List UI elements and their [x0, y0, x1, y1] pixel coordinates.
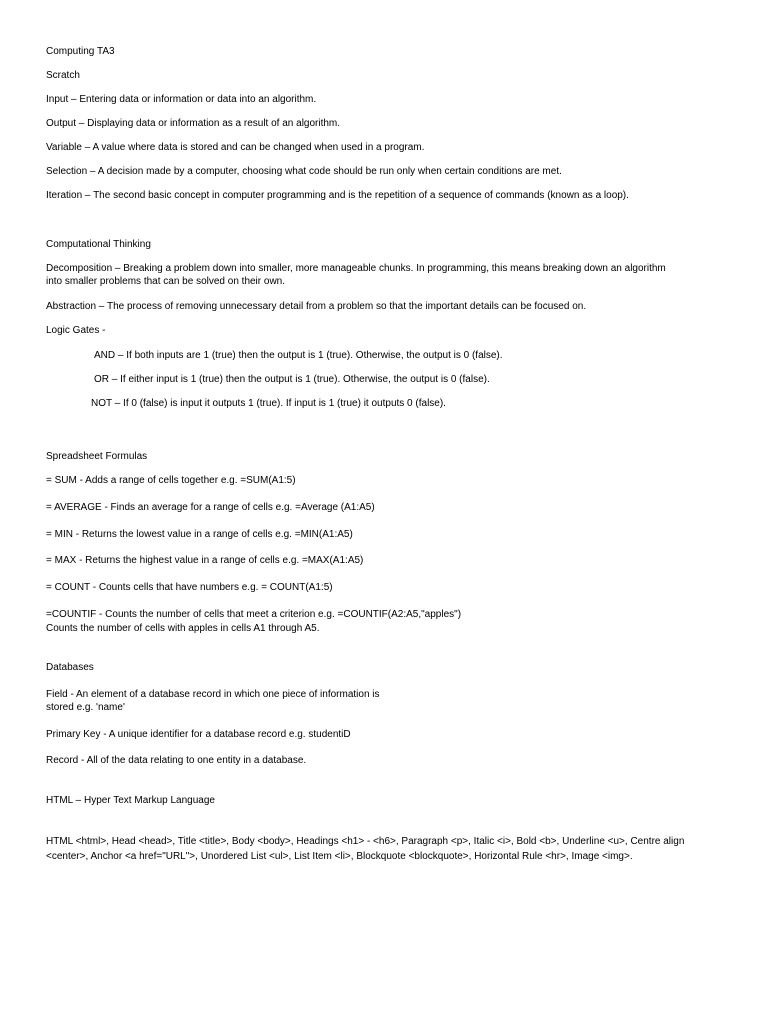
- html-tags-line2: <center>, Anchor <a href="URL">, Unordered List <ul>, List Item <li>, Blockquote <blockquote>, Horizontal Rule <hr>, Image <img>.: [46, 851, 633, 862]
- spreadsheet-max: = MAX - Returns the highest value in a range of cells e.g. =MAX(A1:A5): [46, 555, 364, 566]
- spreadsheet-average: = AVERAGE - Finds an average for a range of cells e.g. =Average (A1:A5): [46, 502, 375, 513]
- section-heading-computational-thinking: Computational Thinking: [46, 239, 151, 250]
- doc-title: Computing TA3: [46, 46, 115, 57]
- database-record: Record - All of the data relating to one entity in a database.: [46, 755, 307, 766]
- spreadsheet-countif-line1: =COUNTIF - Counts the number of cells that meet a criterion e.g. =COUNTIF(A2:A5,"apples"): [46, 609, 462, 620]
- and-gate-definition: AND – If both inputs are 1 (true) then the output is 1 (true). Otherwise, the output is 0 (false).: [94, 350, 503, 361]
- section-heading-html: HTML – Hyper Text Markup Language: [46, 795, 215, 806]
- spreadsheet-sum: = SUM - Adds a range of cells together e.g. =SUM(A1:5): [46, 475, 296, 486]
- scratch-input-definition: Input – Entering data or information or data into an algorithm.: [46, 94, 317, 105]
- spreadsheet-count: = COUNT - Counts cells that have numbers e.g. = COUNT(A1:5): [46, 582, 333, 593]
- section-heading-databases: Databases: [46, 662, 94, 673]
- decomposition-definition-line1: Decomposition – Breaking a problem down into smaller, more manageable chunks. In programming, this means breaking down an algorithm: [46, 263, 666, 274]
- section-heading-spreadsheet: Spreadsheet Formulas: [46, 451, 148, 462]
- database-field-line1: Field - An element of a database record in which one piece of information is: [46, 689, 380, 700]
- section-heading-scratch: Scratch: [46, 70, 80, 81]
- or-gate-definition: OR – If either input is 1 (true) then the output is 1 (true). Otherwise, the output is 0 (false).: [94, 374, 490, 385]
- abstraction-definition: Abstraction – The process of removing unnecessary detail from a problem so that the important details can be focused on.: [46, 301, 587, 312]
- html-tags-line1: HTML <html>, Head <head>, Title <title>, Body <body>, Headings <h1> - <h6>, Paragraph <p>, Italic <i>, Bold <b>, Underline <u>, Centre align: [46, 836, 685, 847]
- database-primary-key: Primary Key - A unique identifier for a database record e.g. studentiD: [46, 729, 351, 740]
- scratch-variable-definition: Variable – A value where data is stored and can be changed when used in a program.: [46, 142, 425, 153]
- spreadsheet-countif-line2: Counts the number of cells with apples in cells A1 through A5.: [46, 623, 320, 634]
- decomposition-definition-line2: into smaller problems that can be solved on their own.: [46, 276, 286, 287]
- database-field-line2: stored e.g. 'name': [46, 702, 125, 713]
- scratch-output-definition: Output – Displaying data or information as a result of an algorithm.: [46, 118, 341, 129]
- scratch-selection-definition: Selection – A decision made by a computer, choosing what code should be run only when certain conditions are met.: [46, 166, 562, 177]
- scratch-iteration-definition: Iteration – The second basic concept in computer programming and is the repetition of a sequence of commands (known as a loop).: [46, 190, 629, 201]
- spreadsheet-min: = MIN - Returns the lowest value in a range of cells e.g. =MIN(A1:A5): [46, 529, 353, 540]
- logic-gates-heading: Logic Gates -: [46, 325, 106, 336]
- not-gate-definition: NOT – If 0 (false) is input it outputs 1 (true). If input is 1 (true) it outputs 0 (false).: [91, 398, 446, 409]
